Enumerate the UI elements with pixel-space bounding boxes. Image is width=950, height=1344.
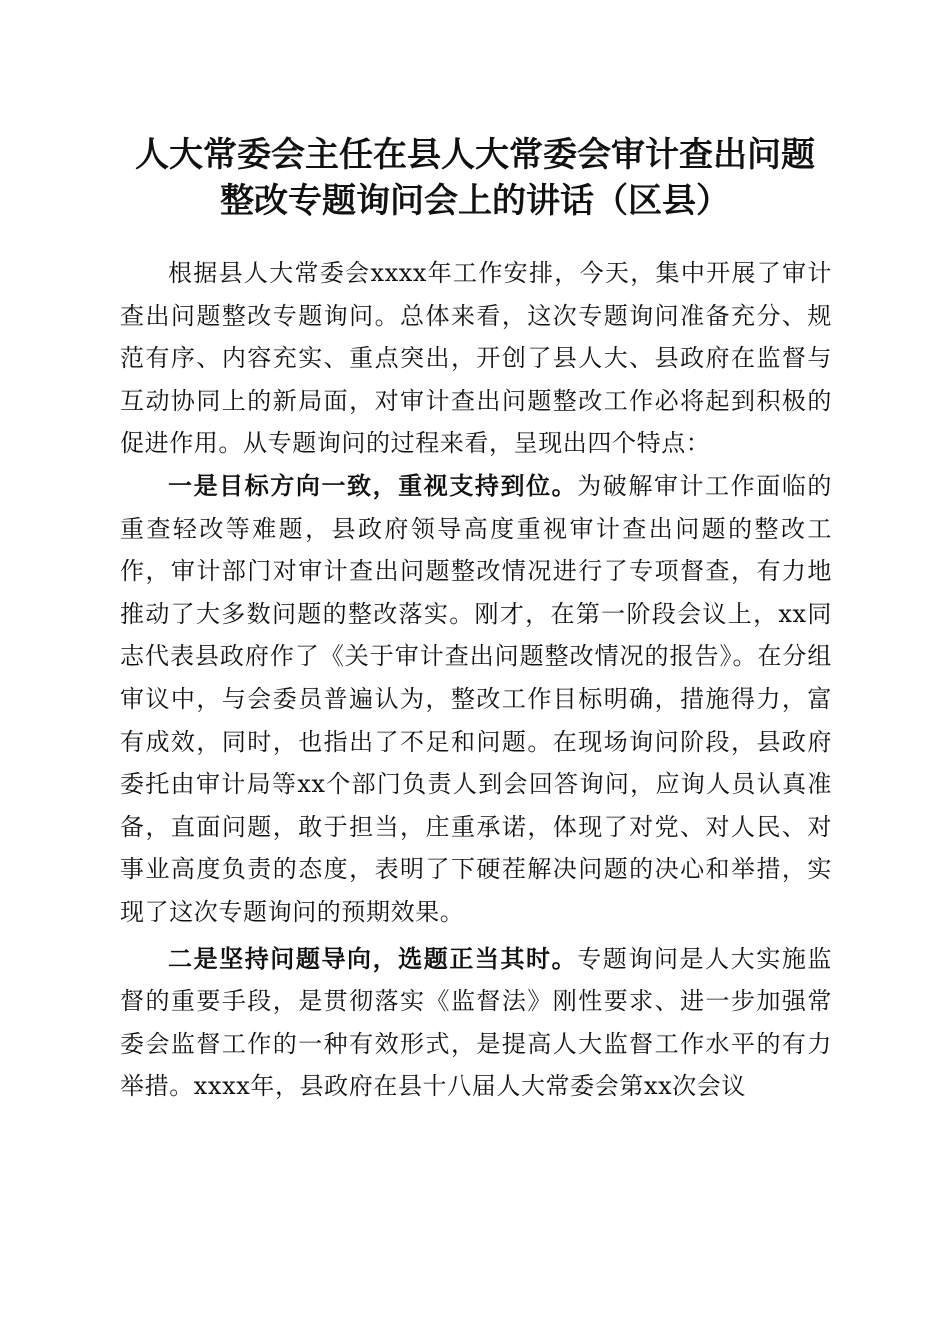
title-line-2: 整改专题询问会上的讲话（区县）: [220, 181, 730, 221]
document-body: [120, 252, 832, 1108]
paragraph-intro: [120, 252, 832, 465]
paragraph-point-two: [120, 938, 832, 1108]
paragraph-text: 根据县人大常委会xxxx年工作安排，今天，集中开展了审计查出问题整改专题询问。总体来看，这次专题询问准备充分、规范有序、内容充实、重点突出，开创了县人大、县政府在监督与互动协同上的新局面，对审计查出问题整改工作必将起到积极的促进作用。从专题询问的过程来看，呈现出四个特点：: [120, 259, 832, 458]
document-title: [100, 132, 850, 224]
paragraph-text: 专题询问是人大实施监督的重要手段，是贯彻落实《监督法》刚性要求、进一步加强常委会监督工作的一种有效形式，是提高人大监督工作水平的有力举措。xxxx年，县政府在县十八届人大常委会第xx次会议: [120, 944, 832, 1101]
paragraph-lead: 一是目标方向一致，重视支持到位。: [168, 470, 578, 500]
paragraph-point-one: [120, 465, 832, 934]
paragraph-lead: 二是坚持问题导向，选题正当其时。: [168, 943, 578, 973]
title-line-1: 人大常委会主任在县人大常委会审计查出问题: [135, 135, 815, 175]
paragraph-text: 为破解审计工作面临的重查轻改等难题，县政府领导高度重视审计查出问题的整改工作，审计部门对审计查出问题整改情况进行了专项督查，有力地推动了大多数问题的整改落实。刚才，在第一阶段会议上，xx同志代表县政府作了《关于审计查出问题整改情况的报告》。在分组审议中，与会委员普遍认为，整改工作目标明确，措施得力，富有成效，同时，也指出了不足和问题。在现场询问阶段，县政府委托由审计局等xx个部门负责人到会回答询问，应询人员认真准备，直面问题，敢于担当，庄重承诺，体现了对党、对人民、对事业高度负责的态度，表明了下硬茬解决问题的决心和举措，实现了这次专题询问的预期效果。: [120, 471, 832, 926]
